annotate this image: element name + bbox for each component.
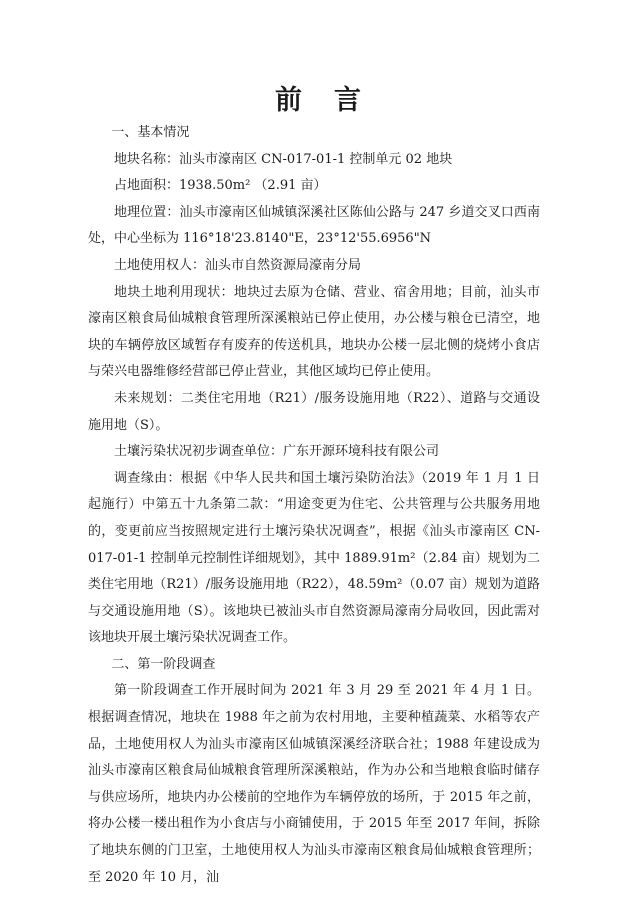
paragraph: 土壤污染状况初步调查单位：广东开源环境科技有限公司 (114, 444, 440, 460)
paragraph: 未来规划：二类住宅用地（R21）/服务设施用地（R22）、道路与交通设施用地（S）。 (88, 390, 540, 433)
paragraph: 调查缘由：根据《中华人民共和国土壤污染防治法》（2019 年 1 月 1 日起施行）中第五十九条第二款：“用途变更为住宅、公共管理与公共服务用地的，变更前应当按照规定进行土壤污染状况调查”，根据《汕头市濠南区 CN-017-01-1 控制单元控制性详细规划》，其中 1889.91m²（2.84 亩）规划为二类住宅用地（R21）/服务设施用地（R22），48.59m²（0.07 亩）规划为道路与交通设施用地（S）。该地块已被汕头市自然资源局濠南分局收回，因此需对该地块开展土壤污染状况调查工作。 (88, 470, 540, 646)
paragraph: 土地使用权人：汕头市自然资源局濠南分局 (114, 257, 362, 273)
paragraph: 地块名称：汕头市濠南区 CN-017-01-1 控制单元 02 地块 (114, 151, 453, 167)
document-body (88, 120, 540, 891)
paragraph: 占地面积：1938.50m² （2.91 亩） (114, 178, 327, 194)
section-heading: 一、基本情况 (111, 125, 190, 140)
page-title: 前言 (275, 85, 393, 116)
paragraph: 地块土地利用现状：地块过去原为仓储、营业、宿舍用地；目前，汕头市濠南区粮食局仙城粮食管理所深溪粮站已停止使用，办公楼与粮仓已清空，地块的车辆停放区域暂存有废弃的传送机具，地块办公楼一层北侧的烧烤小食店与荣兴电器维修经营部已停止营业，其他区域均已停止使用。 (88, 284, 540, 380)
paragraph: 地理位置：汕头市濠南区仙城镇深溪社区陈仙公路与 247 乡道交叉口西南处，中心坐标为 116°18'23.8140"E，23°12'55.6956"N (88, 204, 540, 247)
paragraph: 第一阶段调查工作开展时间为 2021 年 3 月 29 至 2021 年 4 月 1 日。根据调查情况，地块在 1988 年之前为农村用地，主要种植蔬菜、水稻等农产品，土地使用权人为汕头市濠南区仙城镇深溪经济联合社；1988 年建设成为汕头市濠南区粮食局仙城粮食管理所深溪粮站，作为办公和当地粮食临时储存与供应场所，地块内办公楼前的空地作为车辆停放的场所，于 2015 年之前，将办公楼一楼出租作为小食店与小商铺使用，于 2015 年至 2017 年间，拆除了地块东侧的门卫室，土地使用权人为汕头市濠南区粮食局仙城粮食管理所；至 2020 年 10 月，汕 (88, 683, 540, 885)
section-heading: 二、第一阶段调查 (111, 656, 216, 672)
